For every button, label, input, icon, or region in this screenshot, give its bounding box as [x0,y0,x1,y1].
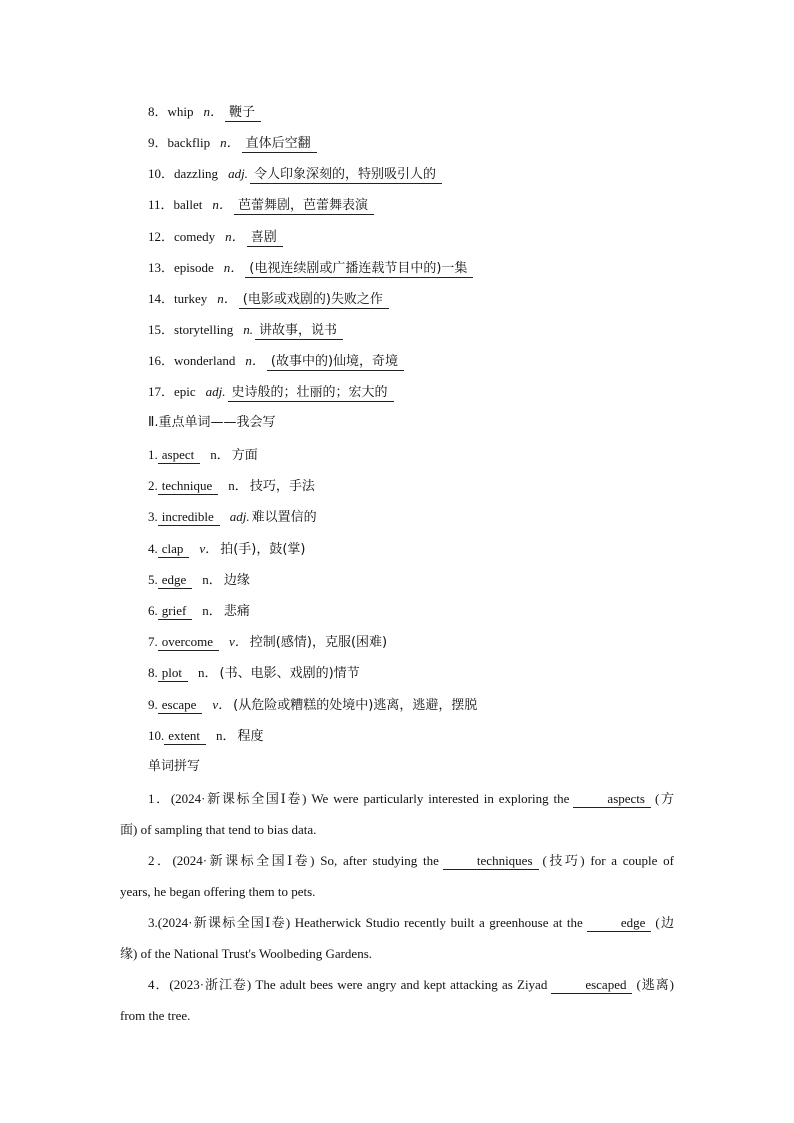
answer-blank: (故事中的)仙境，奇境 [267,354,404,371]
vocab-item: 15．storytelling n. 讲故事，说书 [148,320,343,340]
vocab-item: 9. escape v． (从危险或糟糕的处境中)逃离，逃避，摆脱 [148,697,478,713]
answer-blank: plot [158,665,188,682]
vocab-item: 10．dazzling adj. 令人印象深刻的，特别吸引人的 [148,164,442,184]
vocab-item: 14．turkey n． (电影或戏剧的)失败之作 [148,289,389,309]
answer-blank: 令人印象深刻的，特别吸引人的 [250,167,442,184]
vocab-item: 3. incredible adj. 难以置信的 [148,509,317,525]
answer-blank: 直体后空翻 [242,136,317,153]
vocab-item: 7. overcome v． 控制(感情)，克服(困难) [148,634,388,650]
vocab-item: 17．epic adj. 史诗般的；壮丽的；宏大的 [148,382,394,402]
vocab-item: 10. extent n． 程度 [148,728,264,744]
vocab-item: 1. aspect n． 方面 [148,447,258,463]
answer-blank: overcome [158,634,219,651]
answer-blank: (电影或戏剧的)失败之作 [239,292,389,309]
answer-blank: incredible [158,509,220,526]
answer-blank: clap [158,541,190,558]
vocab-item: 6. grief n． 悲痛 [148,603,250,619]
vocab-item: 9．backflip n． 直体后空翻 [148,133,317,153]
answer-blank: aspect [158,447,200,464]
answer-blank: escape [158,697,203,714]
answer-blank: 喜剧 [247,230,283,247]
answer-blank: edge [158,572,193,589]
spelling-item: 4．(2023·浙江卷) The adult bees were angry and kept attacking as Ziyad escaped (逃离) from the tree. [120,977,674,1023]
answer-blank: escaped [551,977,632,994]
answer-blank: aspects [573,791,651,808]
section-heading: Ⅱ.重点单词——我会写 [148,415,276,430]
vocab-item: 13．episode n． (电视连续剧或广播连载节目中的)一集 [148,258,473,278]
answer-blank: 讲故事，说书 [255,323,343,340]
spelling-item: 2．(2024·新课标全国Ⅰ卷) So, after studying the techniques (技巧) for a couple of years, he began offering them to pets. [120,853,674,899]
vocab-item: 11．ballet n． 芭蕾舞剧，芭蕾舞表演 [148,195,374,215]
spelling-item: 3.(2024·新课标全国Ⅰ卷) Heatherwick Studio recently built a greenhouse at the edge (边 缘) of the National Trust's Woolbeding Gardens. [120,915,674,961]
section-heading: 单词拼写 [148,759,201,774]
answer-blank: 鞭子 [225,105,261,122]
answer-blank: edge [587,915,652,932]
vocab-item: 12．comedy n． 喜剧 [148,227,283,247]
vocab-item: 8. plot n． (书、电影、戏剧的)情节 [148,665,360,681]
vocab-item: 5. edge n． 边缘 [148,572,250,588]
answer-blank: (电视连续剧或广播连载节目中的)一集 [245,261,473,278]
answer-blank: technique [158,478,219,495]
vocab-item: 16．wonderland n． (故事中的)仙境，奇境 [148,351,404,371]
answer-blank: techniques [443,853,539,870]
spelling-item: 1．(2024·新课标全国Ⅰ卷) We were particularly interested in exploring the aspects (方 面) of sampling that tend to bias data. [120,791,674,837]
answer-blank: grief [158,603,193,620]
vocab-item: 4. clap v． 拍(手)，鼓(掌) [148,541,306,557]
vocab-item: 8．whip n． 鞭子 [148,102,261,122]
answer-blank: 芭蕾舞剧，芭蕾舞表演 [234,198,374,215]
answer-blank: 史诗般的；壮丽的；宏大的 [228,385,394,402]
vocab-item: 2. technique n． 技巧，手法 [148,478,315,494]
answer-blank: extent [164,728,206,745]
